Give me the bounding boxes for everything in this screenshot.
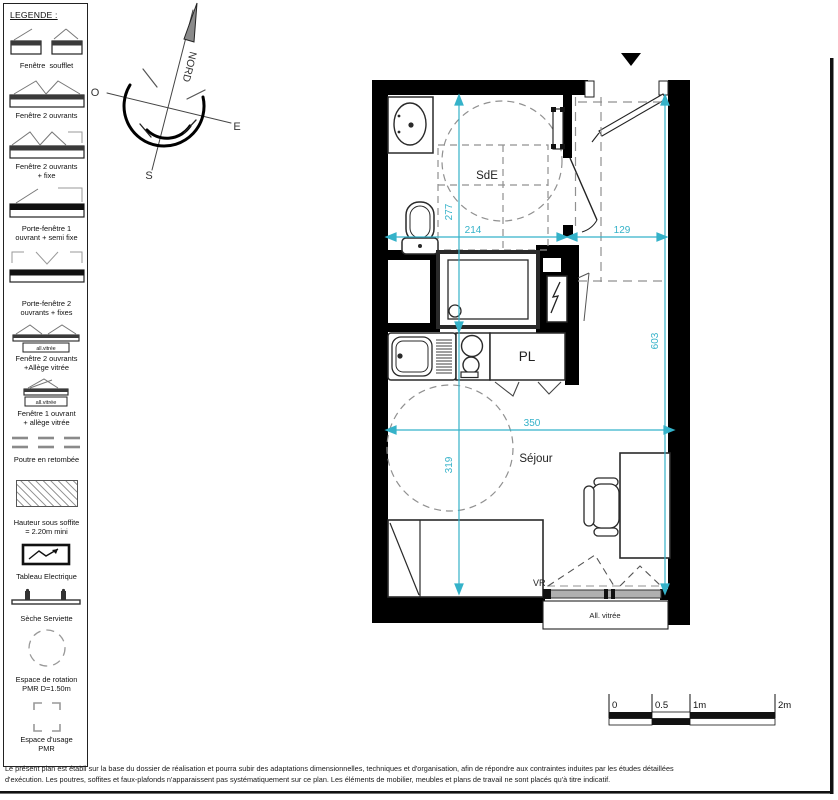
compass-west-label: O [90, 87, 100, 99]
dim-319: 319 [444, 456, 455, 474]
pmr-rotation-circle-sejour [387, 385, 513, 511]
sheet-right-border [830, 58, 834, 794]
legend-title: LEGENDE : [10, 10, 58, 20]
dim-214: 214 [464, 225, 482, 236]
legend-label-f2o-fixe: Fenêtre 2 ouvrants + fixe [15, 162, 78, 180]
bathroom-door [570, 158, 597, 232]
room-label-sejour: Séjour [519, 453, 553, 465]
washbasin [388, 97, 433, 153]
closet-door-swing [495, 382, 519, 396]
room-label-sde: SdE [476, 170, 498, 182]
compass-east-label: E [233, 121, 241, 133]
compass-south-label: S [145, 170, 153, 182]
shutter-label: VR [533, 578, 546, 588]
dim-603: 603 [650, 332, 661, 350]
pmr-usage-zone-sde [438, 101, 562, 250]
legend-label-poutre: Poutre en retombée [13, 455, 80, 464]
north-arrow-icon [184, 3, 197, 42]
compass-rose [91, 3, 241, 182]
shower [438, 252, 538, 327]
disclaimer-line-1: Le présent plan est établi sur la base du dossier de réalisation et pourra subir des adaptations dimensionnelles, techniques et d'organisation, afin de répondre aux contraintes induites par les études détaillées [5, 764, 674, 773]
legend-label-f2o-allege: Fenêtre 2 ouvrants +Allège vitrée [15, 354, 78, 372]
desk-chair [584, 478, 619, 536]
radiator-towel-dryer [551, 107, 565, 149]
compass-north-label: NORD [179, 50, 199, 84]
entrance-door [585, 81, 668, 142]
bed [388, 520, 543, 597]
closet-door-swing [538, 382, 561, 394]
desk [620, 453, 670, 558]
pmr-rotation-circle-sde [442, 101, 562, 221]
dim-350: 350 [523, 418, 541, 429]
legend-label-pf1: Porte-fenêtre 1 ouvrant + semi fixe [15, 224, 78, 242]
glazed-sill-label: All. vitrée [589, 611, 621, 620]
legend-label-seche: Sèche Serviette [20, 614, 73, 623]
wall-niche [543, 258, 561, 272]
legend-label-usage: Espace d'usage PMR [20, 735, 73, 753]
legend-label-f2o: Fenêtre 2 ouvrants [15, 111, 78, 120]
legend-label-rotation: Espace de rotation PMR D=1.50m [15, 675, 78, 693]
room-label-pl: PL [518, 349, 536, 364]
closet [490, 333, 565, 396]
scale-bar [609, 694, 791, 725]
dim-277: 277 [444, 203, 455, 221]
sheet-bottom-border [0, 791, 834, 794]
scale-05: 0.5 [655, 700, 669, 711]
legend-label-fenetre-soufflet: Fenêtre soufflet [19, 61, 74, 70]
cooktop [456, 333, 490, 380]
kitchen-sink [388, 333, 456, 380]
allege-vitree-text: all.vitrée [35, 400, 56, 406]
scale-1m: 1m [693, 700, 707, 711]
allege-vitree-text: all.vitrée [35, 346, 56, 352]
disclaimer-text [5, 764, 823, 785]
toilet [402, 202, 438, 254]
entrance-door-leaf [599, 94, 666, 136]
legend-label-pf2: Porte-fenêtre 2 ouvrants + fixes [20, 299, 73, 317]
legend-label-tableau: Tableau Electrique [16, 572, 77, 581]
legend-label-f1o-allege: Fenêtre 1 ouvrant + allège vitrée [17, 409, 76, 427]
legend-label-soffite: Hauteur sous soffite = 2.20m mini [13, 518, 80, 536]
scale-2m: 2m [778, 700, 792, 711]
disclaimer-line-2: d'exécution. Les poutres, soffites et faux-plafonds n'apparaissent pas systématiquement sur ce plan. Les éléments de mobilier, meubles et plans de travail ne sont placés qu'à titre indicatif. [5, 774, 611, 784]
south-window [533, 555, 668, 629]
dim-129: 129 [613, 225, 631, 236]
scale-0: 0 [612, 700, 618, 711]
entrance-marker-icon [621, 53, 641, 66]
